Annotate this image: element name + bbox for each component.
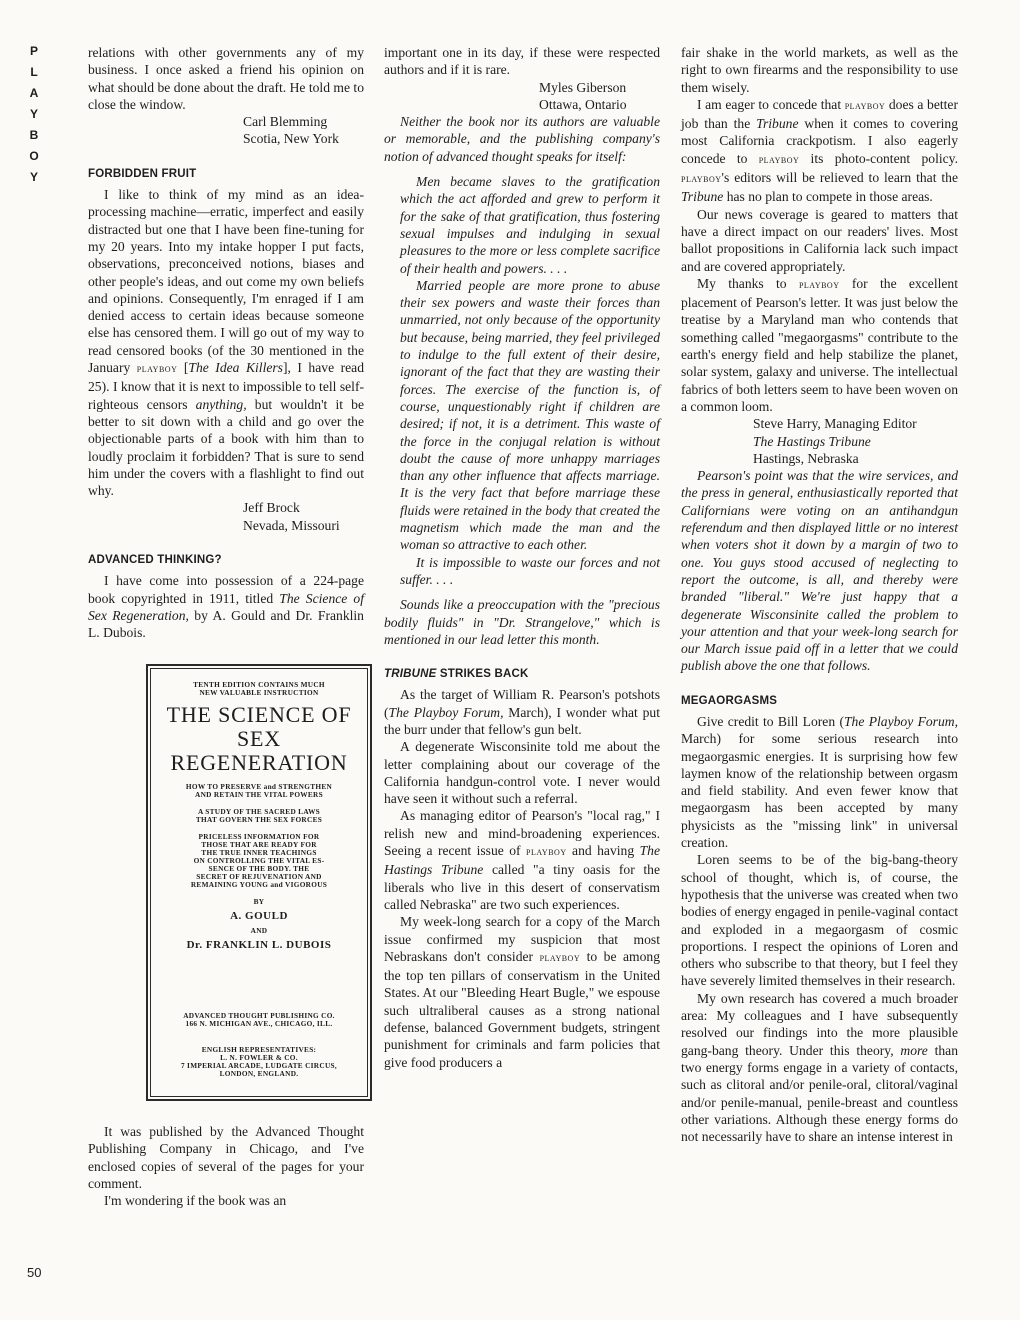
section-heading: ADVANCED THINKING? <box>88 554 222 567</box>
signature-name: Myles Giberson <box>539 79 627 95</box>
sidebar-letter: Y <box>29 107 38 121</box>
plate-text: AND <box>250 925 268 935</box>
plate-text: BY <box>253 896 265 906</box>
letter-paragraph: It was published by the Advanced Thought Publishing Company in Chicago, and I've enclosed copies of several of the pages for your comment. <box>88 1124 364 1191</box>
signature-name: Jeff Brock <box>243 500 300 516</box>
letter-paragraph: important one in its day, if these were respected authors and if it is rare. <box>384 45 660 78</box>
plate-text: AND RETAIN THE VITAL POWERS <box>195 789 323 799</box>
signature-place: Scotia, New York <box>243 131 339 147</box>
letter-paragraph: fair shake in the world markets, as well as the right to own firearms and the responsibility to use them wisely. <box>681 45 958 95</box>
plate-publisher: ADVANCED THOUGHT PUBLISHING CO. <box>183 1011 335 1021</box>
sidebar-letter: O <box>29 149 39 163</box>
plate-author: Dr. FRANKLIN L. DUBOIS <box>186 938 332 951</box>
letter-paragraph: I'm wondering if the book was an <box>104 1193 287 1209</box>
letter-paragraph: I like to think of my mind as an idea-processing machine—erratic, imperfect and easily distracted but one that I have been fine-tuning for my 20 years. Into my intake hopper I put facts, observations, preconceived notions, biases and other people's ideas, and out come my own beliefs and opinions. Consequently, I'm enraged if I am denied access to certain ideas because someone else has censored them. I will go out of my way to read censored books (of the 30 mentioned in the January playboy [The Idea Killers], I have read 25). I know that it is next to impossible to tell self-righteous censors anything, but wouldn't it be better to sit down with a child and go over the objectionable parts of a book with him than to loudly proclaim it forbidden? That is sure to send him under the covers with a flashlight to find out why. <box>88 187 364 499</box>
plate-text: ON CONTROLLING THE VITAL ES- <box>193 855 325 865</box>
letter-paragraph: My week-long search for a copy of the March issue confirmed my suspicion that most Nebraskans don't consider playboy to be among the top ten pillars of conservatism in the United States. At our "Bleeding Heart Bugle," we espouse such ultraliberal causes as a strong national defense, balanced Government budgets, stringent punishment for criminals and farm policies that give food producers a <box>384 914 660 1070</box>
signature-place: Nevada, Missouri <box>243 517 340 533</box>
plate-text: LONDON, ENGLAND. <box>219 1069 299 1079</box>
plate-text: HOW TO PRESERVE and STRENGTHEN <box>185 781 333 791</box>
sidebar-letter: Y <box>29 170 38 184</box>
book-title: THE SCIENCE OF SEX REGENERATION <box>166 701 352 775</box>
plate-text: THAT GOVERN THE SEX FORCES <box>195 814 323 824</box>
plate-text: NEW VALUABLE INSTRUCTION <box>199 687 319 697</box>
page-number: 50 <box>27 1265 42 1280</box>
letter-paragraph: Give credit to Bill Loren (The Playboy Forum, March) for some serious research into megaorgasmic energies. It is surprising how few laymen know of the relationship between orgasm and field stability. And even fewer know that megaorgasm has been accepted by many physicists as the "missing link" in universal creation. <box>681 713 958 851</box>
editor-response: Pearson's point was that the wire services, and the press in general, enthusiastically reported that Californians were voting on an antihandgun referendum and then displayed little or no interest when voters shot it down by a margin of two to one. You guys stood accused of neglecting to report the outcome, is all, and thereby were branded "liberal." We're just happy that a degenerate Wisconsinite called the problem to your attention and that your week-long search for our March issue paid off in a letter that we could publish above the one that follows. <box>681 468 958 674</box>
section-heading: FORBIDDEN FRUIT <box>88 167 197 180</box>
sidebar-letter: A <box>29 86 39 100</box>
plate-text: A STUDY OF THE SACRED LAWS <box>197 806 321 816</box>
book-excerpt <box>400 173 660 588</box>
letter-paragraph: My thanks to playboy for the excellent placement of Pearson's letter. It was just below the treatise by a Maryland man who contends that something called "megaorgasms" contribute to the earth's energy field and help stabilize the planet, solar system, galaxy and universe. The intellectual fabrics of both letters seem to have been woven on a common loom. <box>681 275 958 414</box>
book-title-page-image <box>146 664 372 1102</box>
plate-text: 166 N. MICHIGAN AVE., CHICAGO, ILL. <box>185 1019 333 1029</box>
plate-text: L. N. FOWLER & CO. <box>220 1053 298 1063</box>
section-heading: TRIBUNE STRIKES BACK <box>384 668 529 681</box>
signature-place: Ottawa, Ontario <box>539 96 627 112</box>
signature-place: Hastings, Nebraska <box>753 450 859 466</box>
letter-paragraph: As the target of William R. Pearson's potshots (The Playboy Forum, March), I wonder what put the burr under that fellow's gun belt. <box>384 687 660 737</box>
plate-text: SECRET OF REJUVENATION AND <box>196 871 322 881</box>
signature-name: Carl Blemming <box>243 114 328 130</box>
signature-name: Steve Harry, Managing Editor <box>753 416 917 432</box>
plate-text: SENCE OF THE BODY. THE <box>208 863 310 873</box>
letter-paragraph: A degenerate Wisconsinite told me about the letter complaining about our coverage of the California handgun-control vote. I never would have seen it without such a referral. <box>384 739 660 807</box>
excerpt-paragraph: Married people are more prone to abuse their sex powers and waste their forces than unmarried, not only because of the opportunity but because, being married, they feel privileged to indulge to the full extent of their desire, ignorant of the fact that they are wasting their forces. The exercise of the function is, of course, unquestionably right if children are desired; if not, it is a detriment. This waste of the force in the conjugal relation is without doubt the cause of more unhappy marriages than any other influence that affects marriage. It is the very fact that before marriage these fluids were retained in the body that created the magnetism which made the man and the woman so attractive to each other. <box>400 277 660 553</box>
letter-paragraph: Loren seems to be of the big-bang-theory school of thought, which is, of course, the hypothesis that the universe was created when two bodies of energy engaged in penile-vaginal contact and exploded in a megaorgasm of cosmic proportions. I respect the opinions of Loren and others who subscribe to that theory, but I feel they have severely limited themselves in their research. <box>681 852 958 989</box>
column-1 <box>88 44 364 1210</box>
plate-text: THOSE THAT ARE READY FOR <box>201 839 317 849</box>
sidebar-letter: P <box>29 44 38 58</box>
letter-paragraph: Our news coverage is geared to matters that have a direct impact on our readers' lives. Most ballot propositions in California lack such impact and are covered appropriately. <box>681 206 958 274</box>
letter-paragraph: As managing editor of Pearson's "local rag," I relish new and mind-broadening experiences. Seeing a recent issue of playboy and having The Hastings Tribune called "a tiny oasis for the liberals who live in this desert of conservatism called Nebraska" are two such experiences. <box>384 808 661 912</box>
letter-paragraph: I am eager to concede that playboy does a better job than the Tribune when it comes to covering most California crackpotism. I also eagerly concede to playboy its photo-content policy. playboy's editors will be relieved to learn that the Tribune has no plan to compete in those areas. <box>681 96 958 205</box>
plate-author: A. GOULD <box>230 909 288 922</box>
plate-text: REMAINING YOUNG and VIGOROUS <box>190 879 328 889</box>
sidebar-letter: L <box>30 65 38 79</box>
editor-response: Sounds like a preoccupation with the "precious bodily fluids" in "Dr. Strangelove," which is mentioned in our lead letter this month. <box>384 597 660 647</box>
editor-response: Neither the book nor its authors are valuable or memorable, and the publishing company's notion of advanced thought speaks for itself: <box>384 114 660 164</box>
plate-text: TENTH EDITION CONTAINS MUCH <box>193 679 325 689</box>
sidebar-wordmark <box>27 44 41 191</box>
column-3 <box>681 44 958 1145</box>
plate-text: THE TRUE INNER TEACHINGS <box>201 847 317 857</box>
excerpt-paragraph: It is impossible to waste our forces and not suffer. . . . <box>400 554 660 587</box>
section-heading: MEGAORGASMS <box>681 694 778 707</box>
column-2 <box>384 44 660 1071</box>
signature-publication: The Hastings Tribune <box>753 433 871 449</box>
plate-text: PRICELESS INFORMATION FOR <box>198 831 320 841</box>
excerpt-paragraph: Men became slaves to the gratification which the act afforded and grew to perform it for the sake of that gratification, thus fostering sexual impulses and indulging in sexual pleasures to the more or less complete sacrifice of their health and powers. . . . <box>400 174 660 276</box>
plate-text: 7 IMPERIAL ARCADE, LUDGATE CIRCUS, <box>180 1061 338 1071</box>
letter-paragraph: My own research has covered a much broader area: My colleagues and I have subsequently resolved our findings into the more plausible gang-bang theory. Under this theory, more than two energy forms engage in a variety of contacts, such as clitoral and/or penile-oral, clitoral/vaginal and/or penile-manual, penile-breast and countless other variations. Although these energy forms do not necessarily have to share an intense interest in <box>681 990 958 1145</box>
letter-paragraph: relations with other governments any of my business. I once asked a friend his opinion on what should be done about the draft. He told me to close the window. <box>88 45 364 112</box>
sidebar-letter: B <box>29 128 39 142</box>
letter-paragraph: I have come into possession of a 224-page book copyrighted in 1911, titled The Science of Sex Regeneration, by A. Gould and Dr. Franklin L. Dubois. <box>88 573 364 641</box>
plate-text: ENGLISH REPRESENTATIVES: <box>201 1045 317 1055</box>
